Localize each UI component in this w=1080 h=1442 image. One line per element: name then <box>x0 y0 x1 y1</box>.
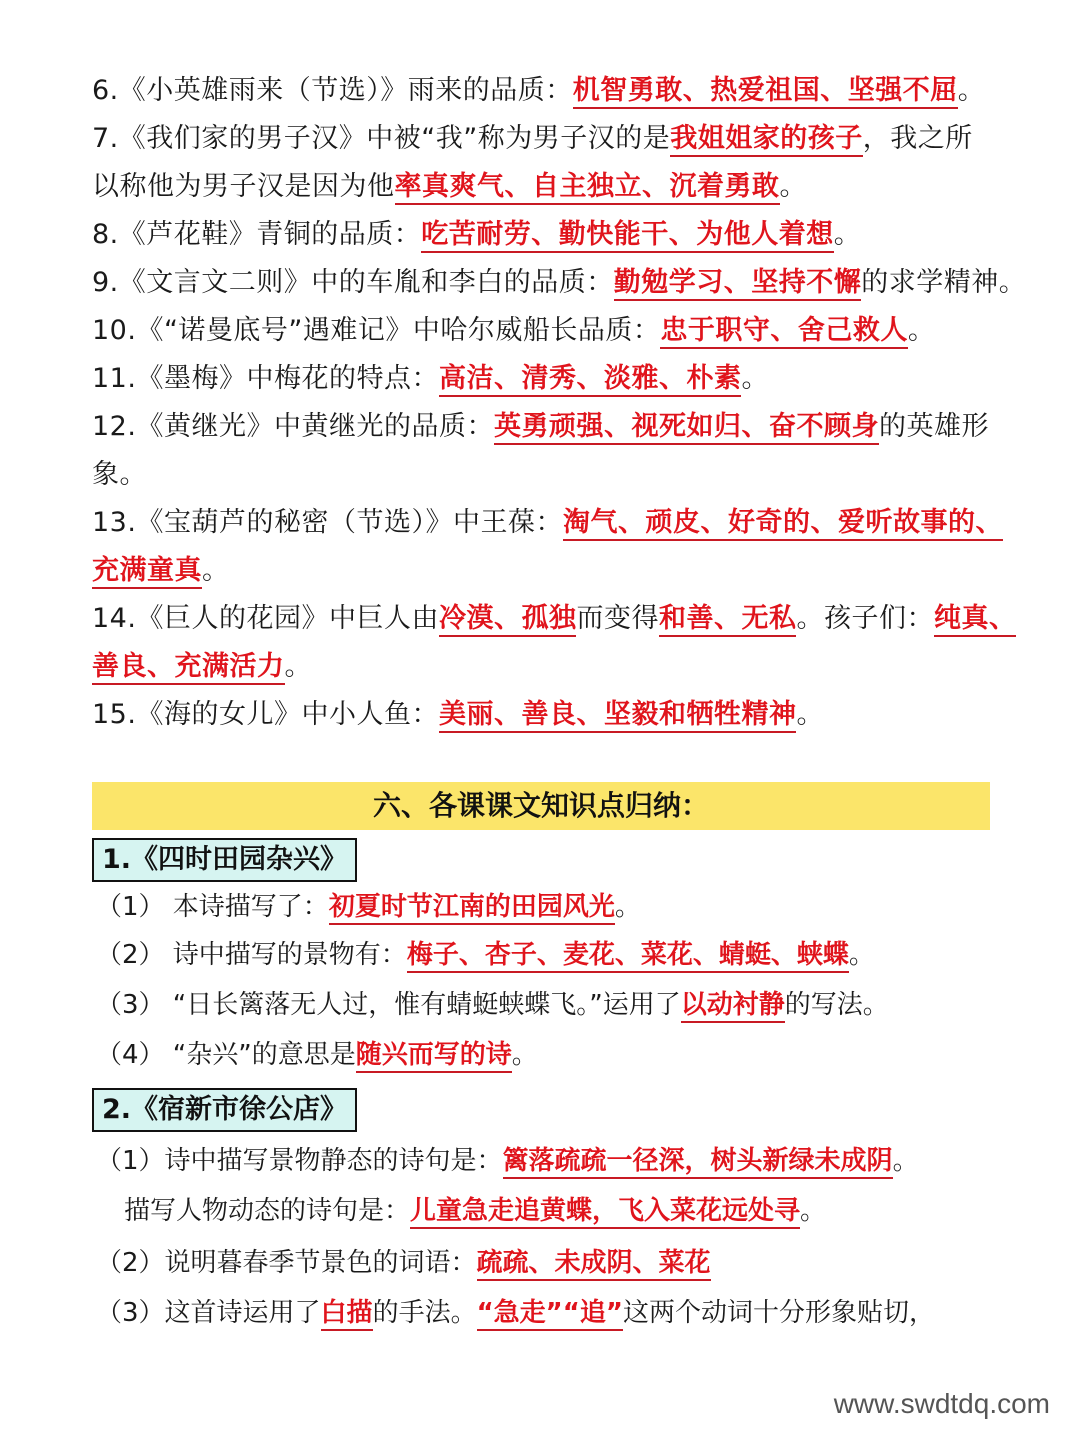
answer: 机智勇敢、热爱祖国、坚强不屈 <box>573 75 958 109</box>
item-7: 7.《我们家的男子汉》中被“我”称为男子汉的是我姐姐家的孩子，我之所 <box>92 122 992 156</box>
lesson-title: 2.《宿新市徐公店》 <box>92 1088 357 1132</box>
item-13-cont: 充满童真。 <box>92 554 992 588</box>
answer: 高洁、清秀、淡雅、朴素 <box>439 363 742 397</box>
item-10: 10.《“诺曼底号”遇难记》中哈尔威船长品质：忠于职守、舍己救人。 <box>92 314 992 348</box>
lesson1-point-4: （4） “杂兴”的意思是随兴而写的诗。 <box>96 1038 538 1072</box>
lesson2-point-3: （3）这首诗运用了白描的手法。“急走”“追”这两个动词十分形象贴切， <box>96 1296 935 1330</box>
answer: 疏疏、未成阴、菜花 <box>477 1248 711 1281</box>
lesson2-point-1: （1）诗中描写景物静态的诗句是：篱落疏疏一径深，树头新绿未成阴。 <box>96 1144 919 1178</box>
item-13: 13.《宝葫芦的秘密（节选）》中王葆：淘气、顽皮、好奇的、爱听故事的、 <box>92 506 992 540</box>
answer: 随兴而写的诗 <box>356 1040 512 1073</box>
answer: 梅子、杏子、麦花、菜花、蜻蜓、蛱蝶 <box>407 940 849 973</box>
item-14: 14.《巨人的花园》中巨人由冷漠、孤独而变得和善、无私。孩子们：纯真、 <box>92 602 992 636</box>
answer: 篱落疏疏一径深，树头新绿未成阴 <box>503 1146 893 1179</box>
section-title: 六、各课课文知识点归纳： <box>92 782 990 830</box>
answer: 我姐姐家的孩子 <box>670 123 863 157</box>
watermark: www.swdtdq.com <box>833 1388 1050 1419</box>
item-9: 9.《文言文二则》中的车胤和李白的品质：勤勉学习、坚持不懈的求学精神。 <box>92 266 992 300</box>
item-7-cont: 以称他为男子汉是因为他率真爽气、自主独立、沉着勇敢。 <box>92 170 992 204</box>
lesson-title: 1.《四时田园杂兴》 <box>92 838 357 882</box>
answer: 淘气、顽皮、好奇的、爱听故事的、 <box>563 507 1003 541</box>
lesson1-point-2: （2） 诗中描写的景物有：梅子、杏子、麦花、菜花、蜻蜓、蛱蝶。 <box>96 938 875 972</box>
answer: “急走”“追” <box>477 1298 623 1331</box>
item-12-cont: 象。 <box>92 459 147 490</box>
answer: 忠于职守、舍己救人 <box>660 315 908 349</box>
lesson2-point-2: （2）说明暮春季节景色的词语：疏疏、未成阴、菜花 <box>96 1246 711 1280</box>
item-12: 12.《黄继光》中黄继光的品质：英勇顽强、视死如归、奋不顾身的英雄形 <box>92 410 992 444</box>
answer: 初夏时节江南的田园风光 <box>329 892 615 925</box>
answer: 纯真、 <box>934 603 1017 637</box>
answer: 充满童真 <box>92 555 202 589</box>
answer: 勤勉学习、坚持不懈 <box>614 267 862 301</box>
item-15: 15.《海的女儿》中小人鱼：美丽、善良、坚毅和牺牲精神。 <box>92 698 992 732</box>
answer: 英勇顽强、视死如归、奋不顾身 <box>494 411 879 445</box>
lesson2-point-1-cont: 描写人物动态的诗句是：儿童急走追黄蝶，飞入菜花远处寻。 <box>124 1194 826 1228</box>
answer: 儿童急走追黄蝶，飞入菜花远处寻 <box>410 1196 800 1229</box>
answer: 白描 <box>321 1298 373 1331</box>
lesson1-point-3: （3） “日长篱落无人过，惟有蜻蜓蛱蝶飞。”运用了以动衬静的写法。 <box>96 988 889 1022</box>
answer: 率真爽气、自主独立、沉着勇敢 <box>395 171 780 205</box>
answer: 以动衬静 <box>681 990 785 1023</box>
item-14-cont: 善良、充满活力。 <box>92 650 992 684</box>
item-11: 11.《墨梅》中梅花的特点：高洁、清秀、淡雅、朴素。 <box>92 362 992 396</box>
item-8: 8.《芦花鞋》青铜的品质：吃苦耐劳、勤快能干、为他人着想。 <box>92 218 992 252</box>
answer: 和善、无私 <box>659 603 797 637</box>
answer: 吃苦耐劳、勤快能干、为他人着想 <box>421 219 834 253</box>
item-6: 6.《小英雄雨来（节选）》雨来的品质：机智勇敢、热爱祖国、坚强不屈。 <box>92 74 992 108</box>
lesson1-point-1: （1） 本诗描写了：初夏时节江南的田园风光。 <box>96 890 641 924</box>
answer: 美丽、善良、坚毅和牺牲精神 <box>439 699 797 733</box>
answer: 善良、充满活力 <box>92 651 285 685</box>
answer: 冷漠、孤独 <box>439 603 577 637</box>
